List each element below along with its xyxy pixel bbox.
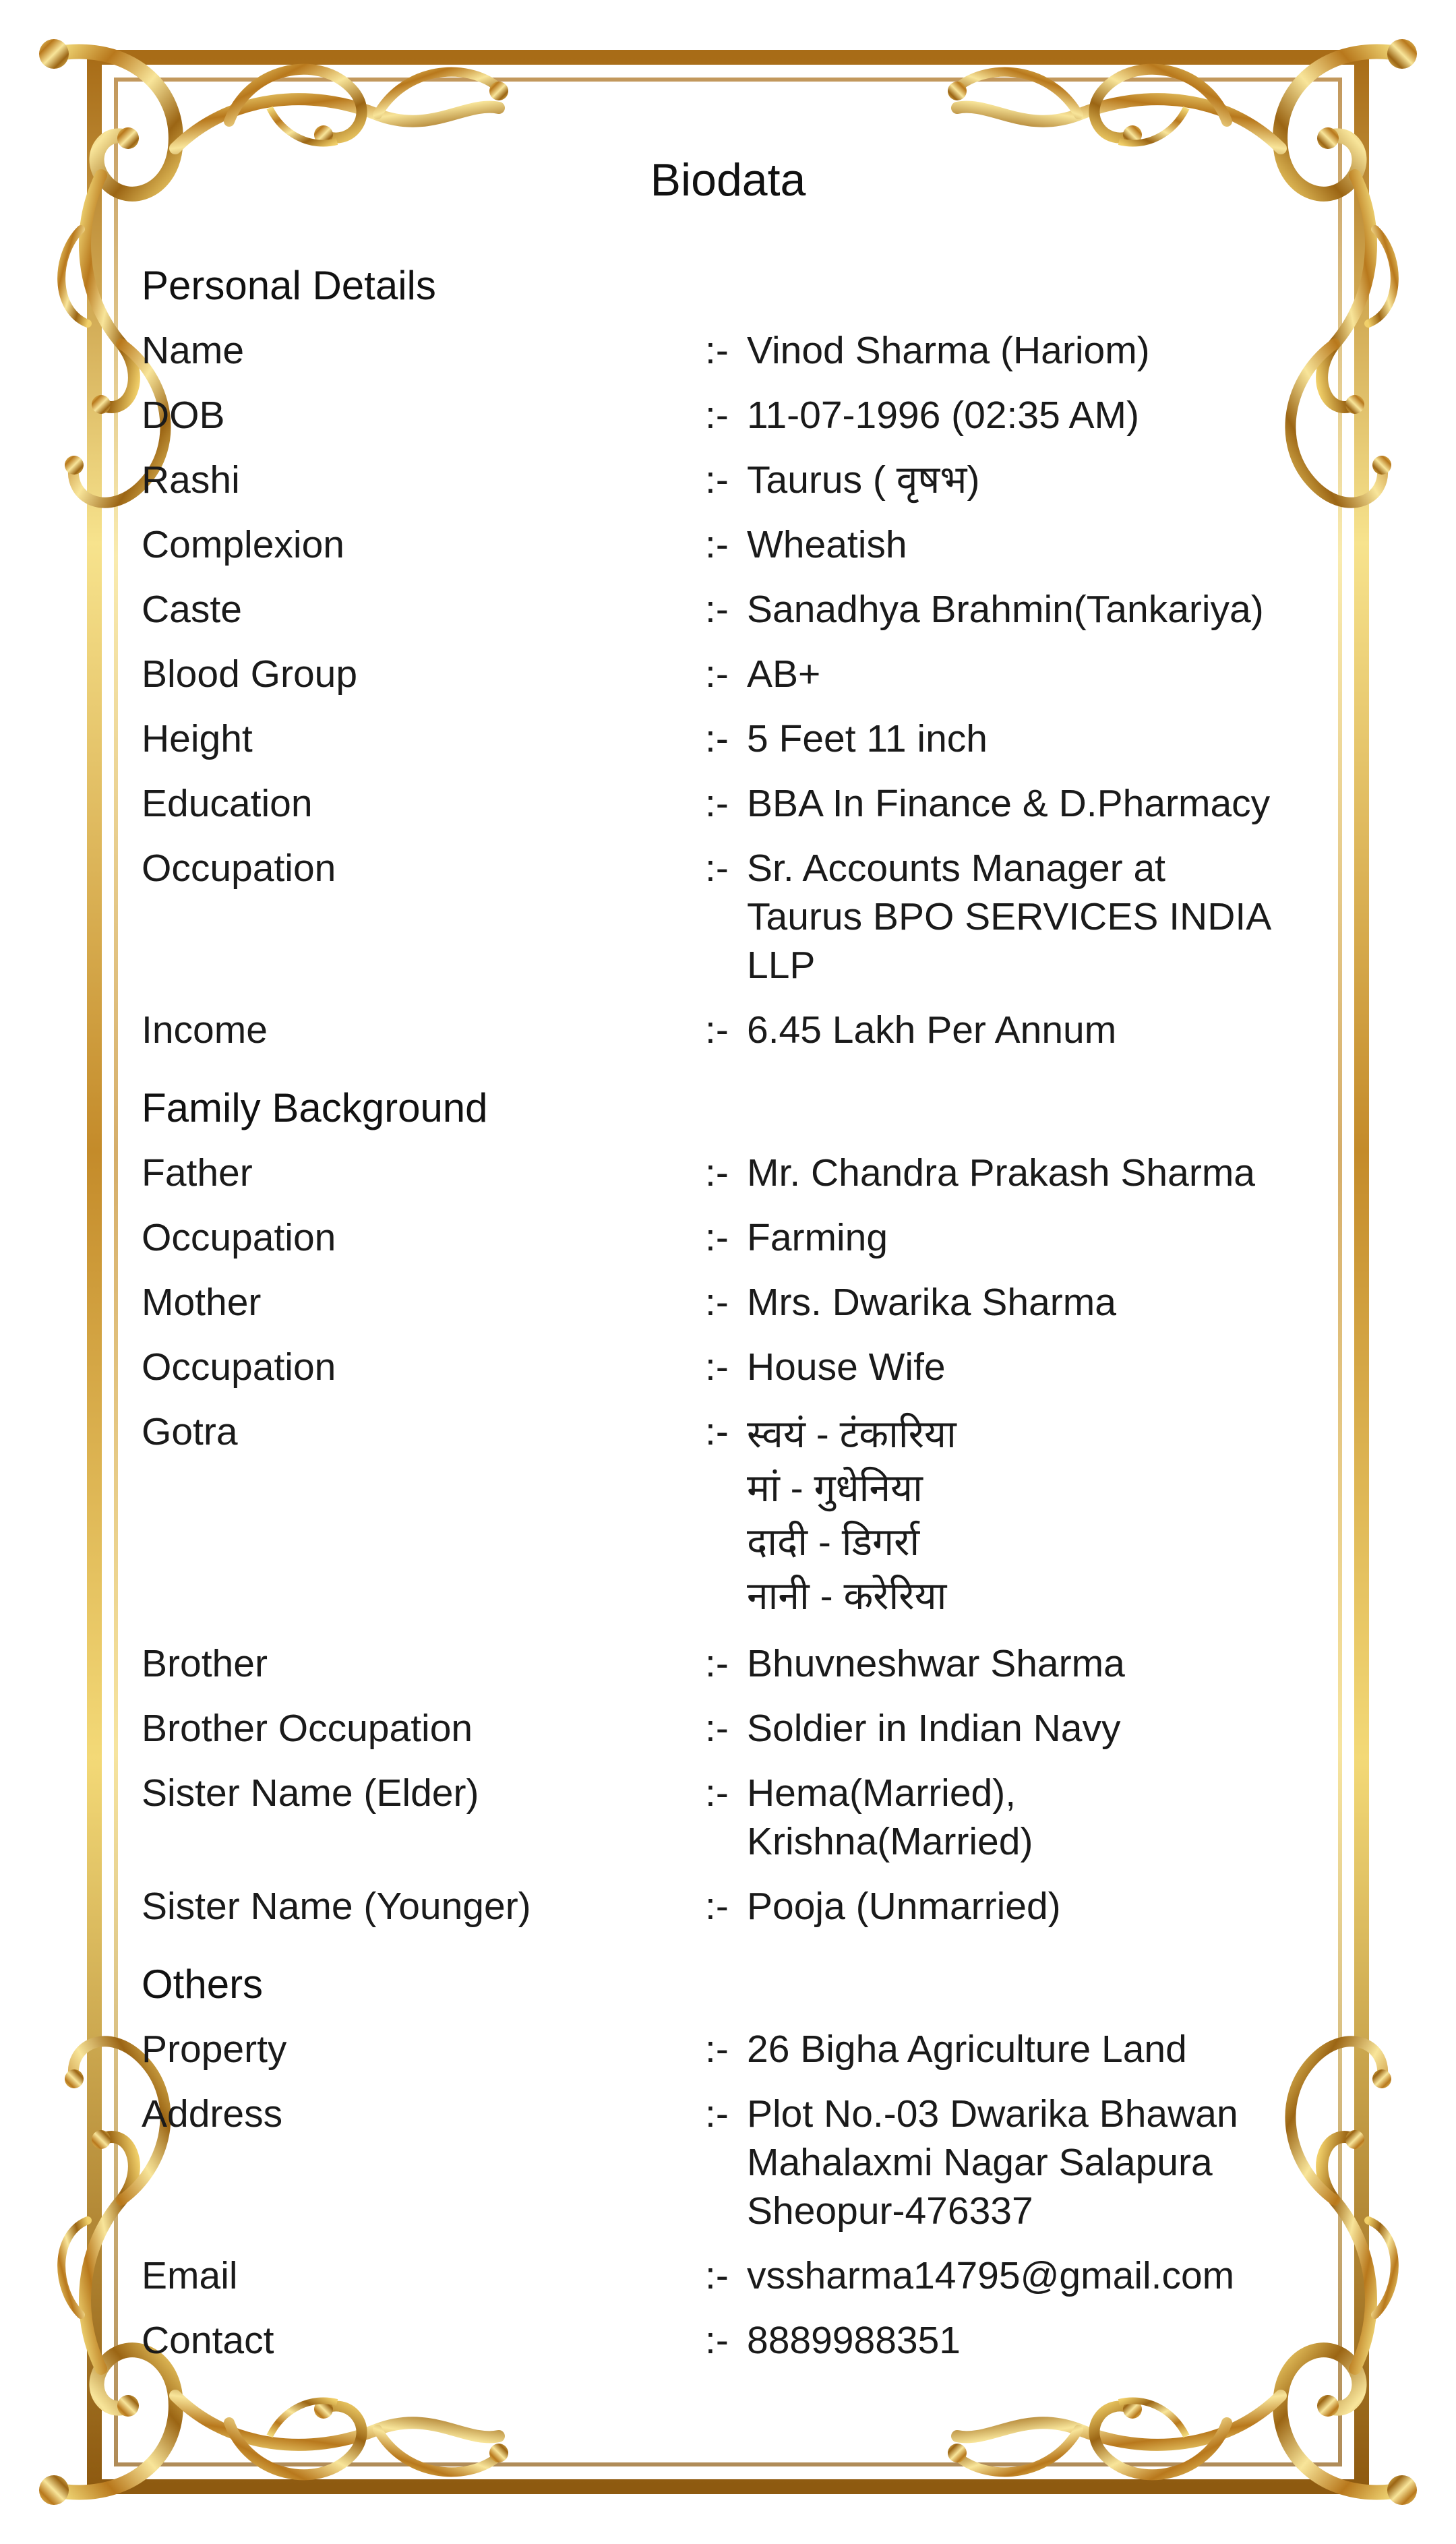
row-address — [142, 2082, 1328, 2243]
row-email — [142, 2243, 1328, 2308]
value-line: Farming — [747, 1216, 888, 1259]
value-line: Plot No.-03 Dwarika Bhawan — [747, 2092, 1238, 2136]
row-caste — [142, 577, 1328, 642]
row-brother — [142, 1631, 1328, 1696]
value-line: मां - गुधेनिया — [747, 1467, 923, 1510]
separator: :- — [705, 2319, 729, 2362]
phone-value: 8889988351 — [747, 2319, 961, 2362]
field-value — [747, 1006, 1328, 1054]
value-line: Taurus ( वृषभ) — [747, 458, 980, 502]
separator: :- — [705, 2092, 729, 2136]
value-line: Sanadhya Brahmin(Tankariya) — [747, 588, 1264, 631]
separator: :- — [705, 1345, 729, 1389]
value-line: नानी - करेरिया — [747, 1575, 947, 1618]
value-line: Hema(Married), — [747, 1771, 1017, 1815]
separator: :- — [705, 329, 729, 372]
field-label: Occupation — [142, 1216, 336, 1259]
row-father — [142, 1141, 1328, 1205]
row-sister-younger — [142, 1874, 1328, 1939]
field-value — [747, 585, 1328, 634]
separator: :- — [705, 1771, 729, 1815]
field-label: Name — [142, 329, 245, 372]
row-education — [142, 771, 1328, 836]
row-gotra — [142, 1399, 1328, 1631]
row-income — [142, 998, 1328, 1062]
page-title: Biodata — [650, 154, 806, 206]
separator: :- — [705, 588, 729, 631]
field-value — [747, 520, 1328, 569]
field-label: Blood Group — [142, 653, 358, 696]
separator: :- — [705, 1642, 729, 1685]
row-mother-occupation — [142, 1335, 1328, 1399]
field-value — [747, 650, 1328, 698]
field-value — [747, 1343, 1328, 1391]
field-value — [747, 326, 1328, 375]
field-label: Brother Occupation — [142, 1707, 473, 1750]
field-value — [747, 1704, 1328, 1753]
row-height — [142, 706, 1328, 771]
separator: :- — [705, 1281, 729, 1324]
field-label: Occupation — [142, 847, 336, 890]
row-name — [142, 318, 1328, 383]
field-label: Rashi — [142, 458, 240, 502]
field-label: Height — [142, 717, 253, 760]
field-value — [747, 1407, 1328, 1623]
field-value — [747, 1278, 1328, 1327]
separator: :- — [705, 523, 729, 566]
field-label: Property — [142, 2028, 287, 2071]
value-line: Pooja (Unmarried) — [747, 1885, 1061, 1928]
row-complexion — [142, 512, 1328, 577]
separator: :- — [705, 2254, 729, 2297]
separator: :- — [705, 2028, 729, 2071]
separator: :- — [705, 394, 729, 437]
field-label: Complexion — [142, 523, 344, 566]
field-label: Address — [142, 2092, 283, 2136]
value-line: Mr. Chandra Prakash Sharma — [747, 1151, 1255, 1194]
value-line: स्वयं - टंकारिया — [747, 1413, 957, 1456]
separator: :- — [705, 1008, 729, 1052]
row-dob — [142, 383, 1328, 448]
value-line: दादी - डिगर्रा — [747, 1521, 920, 1564]
field-label: Sister Name (Younger) — [142, 1885, 531, 1928]
value-line: 26 Bigha Agriculture Land — [747, 2028, 1187, 2071]
separator: :- — [705, 1707, 729, 1750]
field-label: Contact — [142, 2319, 274, 2362]
field-value — [747, 456, 1328, 504]
field-value — [747, 1149, 1328, 1197]
field-label: Income — [142, 1008, 268, 1052]
value-line: Soldier in Indian Navy — [747, 1707, 1121, 1750]
field-value — [747, 391, 1328, 440]
email-value: vssharma14795@gmail.com — [747, 2254, 1235, 2297]
separator: :- — [705, 717, 729, 760]
separator: :- — [705, 1216, 729, 1259]
value-line: 6.45 Lakh Per Annum — [747, 1008, 1117, 1052]
separator: :- — [705, 1410, 729, 1453]
separator: :- — [705, 1151, 729, 1194]
row-sister-elder — [142, 1761, 1328, 1874]
field-label: Caste — [142, 588, 242, 631]
value-line: Sheopur-476337 — [747, 2189, 1033, 2233]
field-label: Education — [142, 782, 313, 825]
value-line: Vinod Sharma (Hariom) — [747, 329, 1150, 372]
row-mother — [142, 1270, 1328, 1335]
value-line: Taurus BPO SERVICES INDIA — [747, 895, 1272, 938]
section-heading-family-background: Family Background — [142, 1085, 488, 1130]
separator: :- — [705, 847, 729, 890]
row-brother-occupation — [142, 1696, 1328, 1761]
field-label: Gotra — [142, 1410, 238, 1453]
field-value — [747, 1769, 1328, 1866]
field-value — [747, 2251, 1328, 2300]
value-line: Mrs. Dwarika Sharma — [747, 1281, 1116, 1324]
field-label: Brother — [142, 1642, 268, 1685]
field-value — [747, 1882, 1328, 1931]
row-blood-group — [142, 642, 1328, 706]
field-value — [747, 715, 1328, 763]
value-line: BBA In Finance & D.Pharmacy — [747, 782, 1271, 825]
value-line: Wheatish — [747, 523, 907, 566]
field-label: DOB — [142, 394, 225, 437]
field-value — [747, 844, 1328, 990]
value-line: House Wife — [747, 1345, 946, 1389]
row-father-occupation — [142, 1205, 1328, 1270]
row-property — [142, 2017, 1328, 2082]
biodata-content — [142, 253, 1328, 2373]
field-value — [747, 2316, 1328, 2365]
field-label: Occupation — [142, 1345, 336, 1389]
value-line: AB+ — [747, 653, 821, 696]
separator: :- — [705, 1885, 729, 1928]
value-line: LLP — [747, 944, 816, 987]
value-line: Mahalaxmi Nagar Salapura — [747, 2141, 1213, 2184]
value-line: Bhuvneshwar Sharma — [747, 1642, 1125, 1685]
field-label: Mother — [142, 1281, 262, 1324]
value-line: 5 Feet 11 inch — [747, 717, 988, 760]
row-contact — [142, 2308, 1328, 2373]
value-line: Krishna(Married) — [747, 1820, 1033, 1863]
value-line: 11-07-1996 (02:35 AM) — [747, 394, 1139, 437]
value-line: Sr. Accounts Manager at — [747, 847, 1166, 890]
section-heading-others: Others — [142, 1962, 264, 2007]
field-label: Email — [142, 2254, 238, 2297]
field-value — [747, 2025, 1328, 2073]
field-value — [747, 779, 1328, 828]
separator: :- — [705, 653, 729, 696]
field-label: Father — [142, 1151, 253, 1194]
row-occupation — [142, 836, 1328, 998]
section-heading-personal-details: Personal Details — [142, 263, 436, 308]
row-rashi — [142, 448, 1328, 512]
separator: :- — [705, 782, 729, 825]
field-value — [747, 1213, 1328, 1262]
separator: :- — [705, 458, 729, 502]
field-value — [747, 1639, 1328, 1688]
field-value — [747, 2090, 1328, 2235]
field-label: Sister Name (Elder) — [142, 1771, 479, 1815]
